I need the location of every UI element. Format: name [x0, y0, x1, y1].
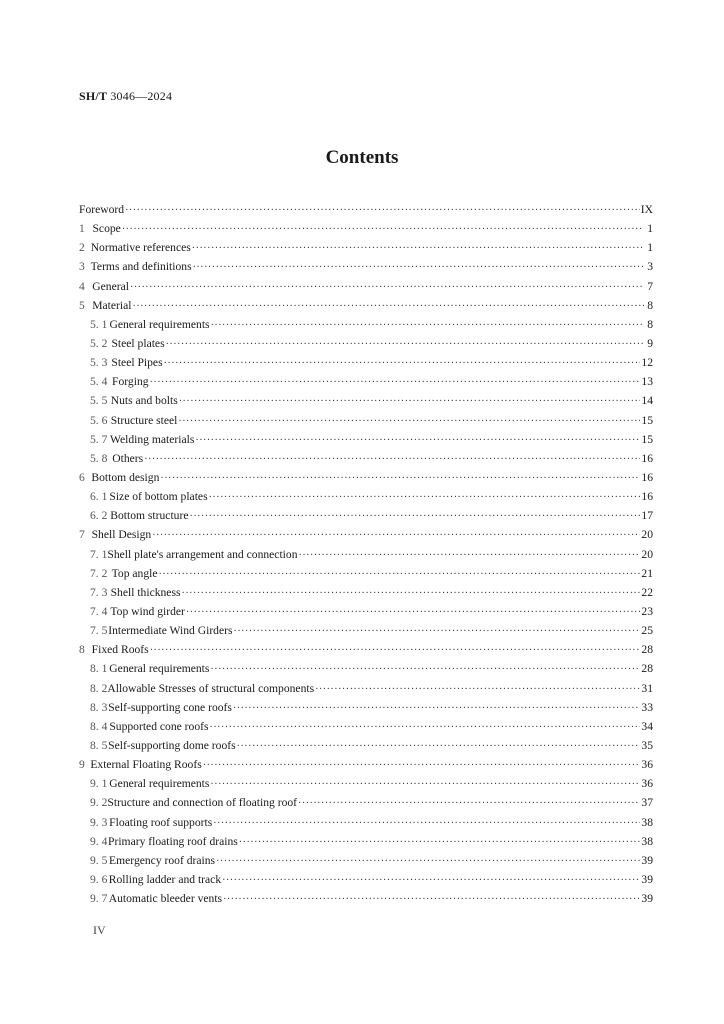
toc-entry[interactable] — [79, 318, 653, 337]
toc-dot-leader — [315, 684, 640, 695]
standard-code-prefix: SH/T — [79, 89, 108, 103]
toc-dot-leader — [299, 550, 641, 561]
toc-entry[interactable] — [79, 222, 653, 241]
toc-entry-page: 39 — [641, 853, 653, 867]
toc-entry[interactable] — [79, 720, 653, 739]
toc-dot-leader — [298, 798, 640, 809]
toc-entry[interactable] — [79, 394, 653, 413]
toc-dot-leader — [150, 377, 641, 388]
toc-entry-page: 38 — [641, 834, 653, 848]
toc-entry-title: Primary floating roof drains — [108, 834, 238, 848]
toc-entry-title: Normative references — [90, 241, 191, 255]
toc-entry-title: General requirements — [109, 662, 210, 676]
toc-entry-number: 7 — [79, 528, 85, 542]
toc-entry[interactable] — [79, 528, 653, 547]
toc-entry-title: External Floating Roofs — [90, 758, 202, 772]
toc-dot-leader — [209, 492, 641, 503]
toc-dot-leader — [125, 205, 640, 216]
toc-entry-page: 16 — [641, 470, 653, 484]
toc-entry[interactable] — [79, 854, 653, 873]
toc-entry-title: Bottom design — [91, 470, 160, 484]
standard-code-number: 3046—2024 — [107, 89, 173, 103]
toc-entry-number: 7. 3 — [90, 585, 108, 599]
toc-entry-title: Size of bottom plates — [109, 490, 208, 504]
toc-entry[interactable] — [79, 375, 653, 394]
toc-dot-leader — [150, 645, 641, 656]
toc-entry-page: 36 — [641, 777, 653, 791]
toc-entry-page: 28 — [641, 643, 653, 657]
table-of-contents — [79, 203, 653, 911]
toc-entry[interactable] — [79, 739, 653, 758]
toc-entry-number: 9. 1 — [90, 777, 108, 791]
toc-entry-page: 1 — [647, 241, 653, 255]
toc-entry-number: 5. 6 — [90, 413, 108, 427]
toc-entry-number: 3 — [79, 260, 85, 274]
toc-entry-title: Intermediate Wind Girders — [108, 624, 233, 638]
toc-entry-page: 16 — [641, 490, 653, 504]
toc-dot-leader — [223, 894, 640, 905]
toc-entry[interactable] — [79, 356, 653, 375]
toc-dot-leader — [222, 875, 640, 886]
toc-entry-title: Welding materials — [109, 432, 195, 446]
toc-entry[interactable] — [79, 203, 653, 222]
toc-dot-leader — [166, 339, 644, 350]
toc-entry-title: Shell plate's arrangement and connection — [107, 547, 298, 561]
toc-dot-leader — [133, 301, 645, 312]
toc-entry-page: 3 — [647, 260, 653, 274]
toc-entry-number: 5. 8 — [90, 451, 108, 465]
toc-entry-title: Others — [112, 451, 144, 465]
toc-entry-page: 8 — [647, 317, 653, 331]
toc-entry-number: 9. 5 — [90, 853, 108, 867]
toc-entry-page: 7 — [647, 279, 653, 293]
toc-entry-number: 8. 3 — [90, 700, 108, 714]
toc-entry-page: 14 — [641, 394, 653, 408]
toc-entry-page: 25 — [641, 624, 653, 638]
toc-entry-page: 33 — [641, 700, 653, 714]
toc-entry-number: 5. 4 — [90, 375, 108, 389]
toc-dot-leader — [203, 760, 641, 771]
toc-entry-page: 22 — [641, 585, 653, 599]
page-title: Contents — [325, 147, 399, 168]
toc-entry-title: Emergency roof drains — [109, 853, 216, 867]
toc-dot-leader — [192, 243, 644, 254]
toc-entry-title: Automatic bleeder vents — [108, 892, 223, 906]
toc-entry[interactable] — [79, 835, 653, 854]
toc-entry-page: 1 — [647, 222, 653, 236]
toc-dot-leader — [239, 837, 641, 848]
toc-entry-page: 39 — [641, 872, 653, 886]
toc-entry[interactable] — [79, 241, 653, 260]
toc-dot-leader — [152, 530, 640, 541]
toc-dot-leader — [210, 722, 641, 733]
toc-dot-leader — [164, 358, 641, 369]
toc-entry[interactable] — [79, 471, 653, 490]
toc-entry-number: 8. 4 — [90, 719, 108, 733]
toc-dot-leader — [210, 664, 640, 675]
toc-dot-leader — [233, 703, 640, 714]
toc-entry-page: 36 — [641, 758, 653, 772]
standard-code — [79, 89, 172, 104]
toc-entry-title: Floating roof supports — [109, 815, 213, 829]
toc-entry-page: 21 — [641, 566, 653, 580]
toc-entry-title: General — [92, 279, 129, 293]
toc-entry-number: 9. 2 — [90, 796, 108, 810]
toc-entry[interactable] — [79, 643, 653, 662]
toc-dot-leader — [178, 416, 640, 427]
toc-entry-title: Material — [92, 298, 132, 312]
toc-entry-page: 37 — [641, 796, 653, 810]
toc-entry-number: 8 — [79, 643, 85, 657]
toc-dot-leader — [237, 741, 641, 752]
toc-dot-leader — [179, 396, 641, 407]
toc-dot-leader — [144, 454, 640, 465]
toc-entry-number: 2 — [79, 241, 85, 255]
toc-entry-number: 8. 1 — [90, 662, 108, 676]
toc-entry-title: Scope — [92, 222, 121, 236]
toc-entry[interactable] — [79, 509, 653, 528]
toc-entry[interactable] — [79, 490, 653, 509]
toc-entry-page: 28 — [641, 662, 653, 676]
toc-entry-page: 20 — [641, 547, 653, 561]
toc-entry-title: Top angle — [111, 566, 158, 580]
toc-entry-title: Fixed Roofs — [91, 643, 149, 657]
toc-dot-leader — [181, 588, 640, 599]
toc-entry-number: 5. 2 — [90, 336, 108, 350]
toc-entry-number: 4 — [79, 279, 85, 293]
toc-entry-number: 5. 3 — [90, 356, 108, 370]
toc-entry[interactable] — [79, 605, 653, 624]
toc-entry-page: 13 — [641, 375, 653, 389]
toc-entry-page: 34 — [641, 719, 653, 733]
toc-entry-number: 9. 4 — [90, 834, 108, 848]
toc-entry[interactable] — [79, 548, 653, 567]
toc-entry-page: 17 — [641, 509, 653, 523]
toc-dot-leader — [186, 607, 640, 618]
toc-dot-leader — [234, 626, 641, 637]
toc-entry-number: 1 — [79, 222, 85, 236]
toc-entry-title: Steel plates — [111, 336, 165, 350]
toc-entry-title: Shell thickness — [110, 585, 181, 599]
toc-entry[interactable] — [79, 873, 653, 892]
toc-entry-number: 5. 5 — [90, 394, 108, 408]
toc-entry-number: 7. 5 — [90, 624, 108, 638]
toc-entry[interactable] — [79, 586, 653, 605]
toc-entry-title: Top wind girder — [110, 604, 185, 618]
toc-dot-leader — [193, 262, 644, 273]
toc-entry-title: Steel Pipes — [111, 356, 163, 370]
toc-entry[interactable] — [79, 299, 653, 318]
toc-entry[interactable] — [79, 260, 653, 279]
toc-entry-number: 8. 2 — [90, 681, 108, 695]
toc-dot-leader — [195, 435, 640, 446]
toc-entry[interactable] — [79, 567, 653, 586]
toc-entry-title: General requirements — [109, 777, 210, 791]
toc-entry-page: 15 — [641, 413, 653, 427]
toc-entry-title: General requirements — [109, 317, 210, 331]
toc-entry-title: Supported cone roofs — [109, 719, 209, 733]
toc-entry[interactable] — [79, 624, 653, 643]
toc-entry[interactable] — [79, 758, 653, 777]
toc-entry-title: Nuts and bolts — [110, 394, 178, 408]
toc-entry-number: 5. 7 — [90, 432, 108, 446]
toc-dot-leader — [213, 818, 640, 829]
toc-entry-title: Rolling ladder and track — [108, 872, 222, 886]
toc-entry-title: Terms and definitions — [90, 260, 192, 274]
toc-entry-title: Structure steel — [110, 413, 178, 427]
toc-dot-leader — [211, 320, 644, 331]
toc-entry-number: 8. 5 — [90, 738, 108, 752]
toc-dot-leader — [159, 569, 641, 580]
toc-entry[interactable] — [79, 452, 653, 471]
toc-entry-page: 39 — [641, 892, 653, 906]
toc-entry-page: 38 — [641, 815, 653, 829]
toc-entry-page: 12 — [641, 356, 653, 370]
toc-dot-leader — [122, 224, 644, 235]
toc-entry[interactable] — [79, 892, 653, 911]
toc-dot-leader — [210, 779, 640, 790]
toc-entry-number: 9. 3 — [90, 815, 108, 829]
toc-entry-number: 7. 2 — [90, 566, 108, 580]
toc-entry-number: 7. 4 — [90, 604, 108, 618]
toc-entry-number: 9. 6 — [90, 872, 108, 886]
toc-entry[interactable] — [79, 701, 653, 720]
toc-entry-title: Allowable Stresses of structural components — [107, 681, 315, 695]
toc-entry-page: 9 — [647, 336, 653, 350]
toc-dot-leader — [216, 856, 640, 867]
toc-entry[interactable] — [79, 777, 653, 796]
toc-entry-page: 23 — [641, 604, 653, 618]
toc-entry-number: 6 — [79, 470, 85, 484]
toc-entry[interactable] — [79, 662, 653, 681]
toc-entry-title: Structure and connection of floating roof — [107, 796, 298, 810]
toc-entry-title: Self-supporting dome roofs — [108, 738, 236, 752]
toc-entry[interactable] — [79, 414, 653, 433]
toc-entry[interactable] — [79, 816, 653, 835]
toc-entry-number: 6. 2 — [90, 509, 108, 523]
toc-entry[interactable] — [79, 682, 653, 701]
toc-entry-number: 7. 1 — [90, 547, 108, 561]
toc-entry-title: Foreword — [79, 203, 125, 216]
toc-entry-number: 5 — [79, 298, 85, 312]
toc-entry-page: 15 — [641, 432, 653, 446]
toc-entry-page: 8 — [647, 298, 653, 312]
toc-entry[interactable] — [79, 337, 653, 356]
toc-entry-page: IX — [640, 203, 653, 216]
toc-entry-title: Self-supporting cone roofs — [108, 700, 232, 714]
page-number: IV — [93, 923, 106, 937]
toc-entry-page: 20 — [641, 528, 653, 542]
toc-entry-title: Bottom structure — [110, 509, 189, 523]
toc-entry-title: Shell Design — [91, 528, 152, 542]
toc-entry-page: 16 — [641, 451, 653, 465]
toc-entry[interactable] — [79, 796, 653, 815]
toc-entry-page: 31 — [641, 681, 653, 695]
toc-dot-leader — [160, 473, 640, 484]
toc-entry[interactable] — [79, 280, 653, 299]
toc-dot-leader — [189, 511, 640, 522]
toc-entry[interactable] — [79, 433, 653, 452]
toc-entry-number: 6. 1 — [90, 490, 108, 504]
toc-entry-number: 9. 7 — [90, 892, 108, 906]
toc-entry-page: 35 — [641, 738, 653, 752]
toc-dot-leader — [130, 282, 644, 293]
toc-entry-title: Forging — [112, 375, 149, 389]
toc-entry-number: 5. 1 — [90, 317, 108, 331]
toc-entry-number: 9 — [79, 758, 85, 772]
